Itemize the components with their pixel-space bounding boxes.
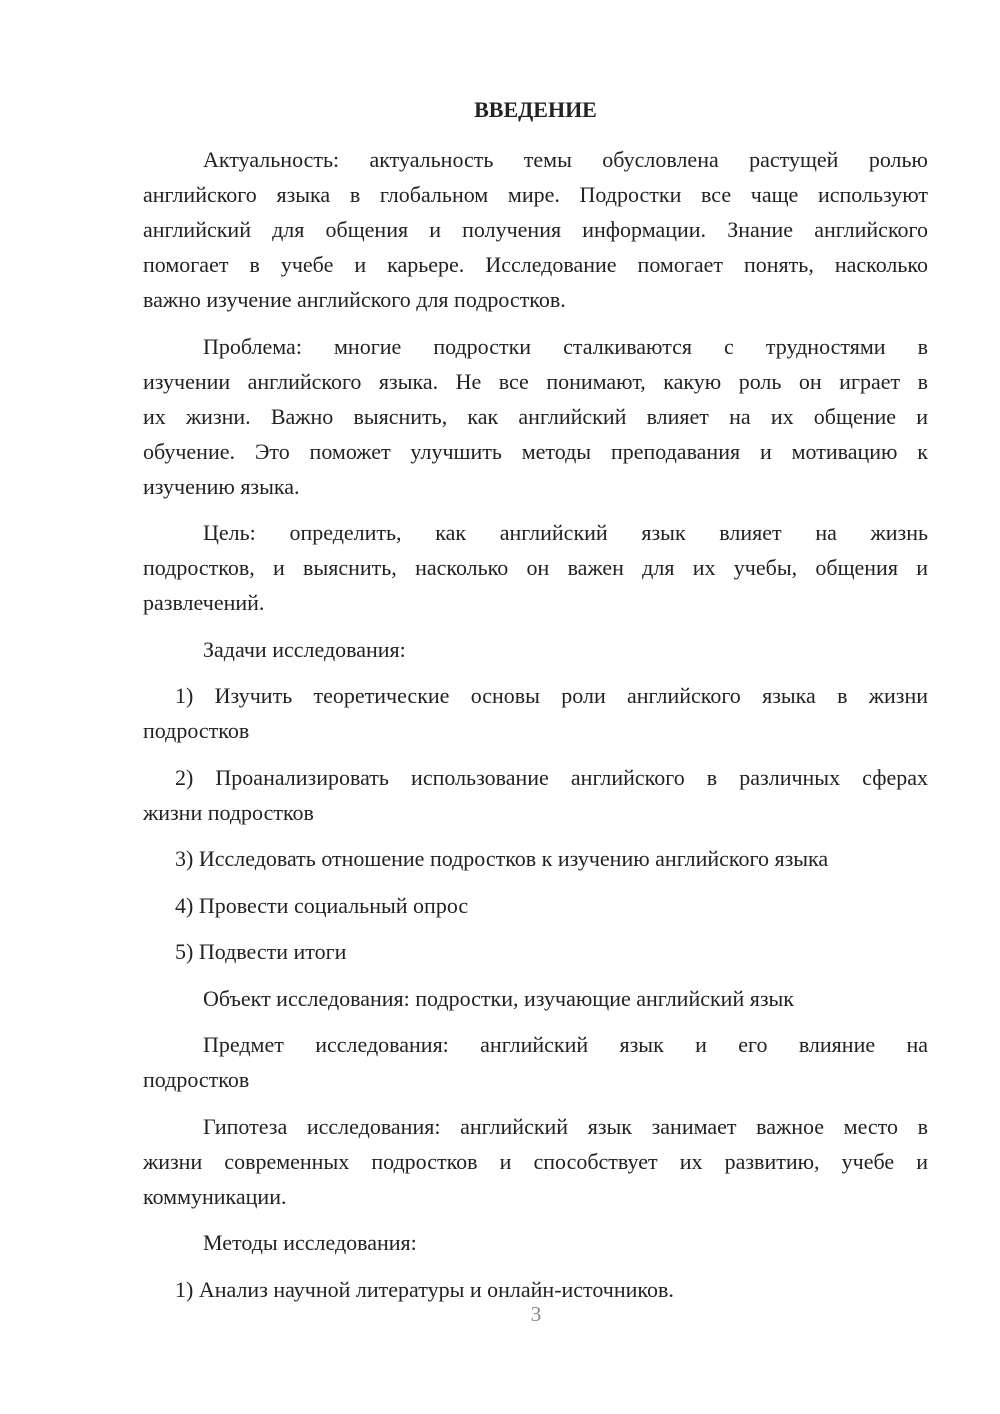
paragraph	[143, 1225, 928, 1260]
text-line: Гипотеза исследования: английский язык занимает важное место в	[203, 1113, 928, 1139]
list-item	[143, 760, 928, 830]
text-line: помогает в учебе и карьере. Исследование помогает понять, насколько	[143, 252, 928, 277]
text-line: развлечений.	[143, 590, 265, 615]
section-title: ВВЕДЕНИЕ	[474, 97, 597, 122]
text-line: жизни современных подростков и способствует их развитию, учебе и	[143, 1148, 928, 1174]
text-line: подростков	[143, 1067, 250, 1092]
document-body	[143, 142, 928, 1307]
text-line: 1) Анализ научной литературы и онлайн-источников.	[175, 1276, 674, 1302]
paragraph	[143, 515, 928, 620]
text-line: Предмет исследования: английский язык и его влияние на	[203, 1032, 928, 1057]
paragraph	[143, 981, 928, 1016]
list-item	[143, 934, 928, 969]
paragraph	[143, 632, 928, 667]
list-item	[143, 678, 928, 748]
text-line: 3) Исследовать отношение подростков к изучению английского языка	[175, 846, 829, 871]
text-line: английский для общения и получения информации. Знание английского	[143, 217, 928, 242]
page-number: 3	[530, 1302, 542, 1326]
text-line: подростков, и выяснить, насколько он важен для их учебы, общения и	[143, 555, 928, 580]
text-line: подростков	[143, 718, 250, 743]
text-line: английского языка в глобальном мире. Подростки все чаще используют	[143, 182, 928, 207]
text-line: их жизни. Важно выяснить, как английский влияет на их общение и	[143, 403, 928, 429]
text-line: Задачи исследования:	[203, 636, 406, 662]
text-line: 5) Подвести итоги	[175, 939, 347, 964]
text-line: 4) Провести социальный опрос	[175, 892, 469, 918]
document-page	[143, 92, 928, 1318]
text-line: изучению языка.	[143, 473, 300, 499]
text-line: Методы исследования:	[203, 1230, 417, 1255]
text-line: обучение. Это поможет улучшить методы преподавания и мотивацию к	[143, 438, 928, 464]
text-line: Проблема: многие подростки сталкиваются с трудностями в	[203, 333, 928, 359]
text-line: 2) Проанализировать использование английского в различных сферах	[175, 764, 928, 790]
text-line: изучении английского языка. Не все понимают, какую роль он играет в	[143, 368, 928, 394]
text-line: Цель: определить, как английский язык влияет на жизнь	[203, 520, 928, 545]
text-line: жизни подростков	[143, 799, 314, 825]
paragraph	[143, 329, 928, 504]
list-item	[143, 888, 928, 923]
paragraph	[143, 1109, 928, 1214]
text-line: важно изучение английского для подростков.	[143, 287, 566, 312]
paragraph	[143, 1027, 928, 1097]
text-line: Объект исследования: подростки, изучающие английский язык	[203, 985, 794, 1011]
paragraph	[143, 142, 928, 317]
text-line: коммуникации.	[143, 1183, 287, 1209]
list-item	[143, 841, 928, 876]
text-line: Актуальность: актуальность темы обусловлена растущей ролью	[203, 147, 928, 172]
text-line: 1) Изучить теоретические основы роли английского языка в жизни	[175, 683, 928, 708]
